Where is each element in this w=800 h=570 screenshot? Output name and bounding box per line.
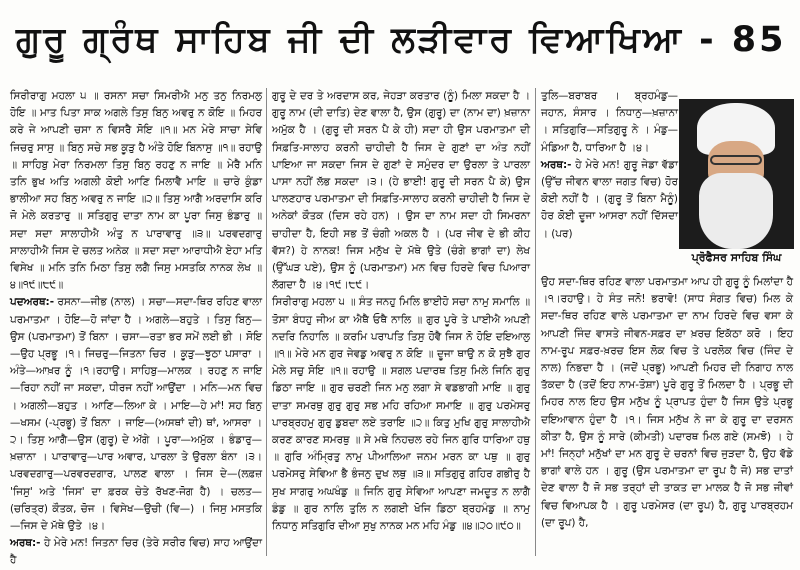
verse-text: ਸਿਰੀਰਾਗੁ ਮਹਲਾ ੫ ॥ ਰਸਨਾ ਸਚਾ ਸਿਮਰੀਐ ਮਨੁ ਤਨੁ ਨਿਰਮਲੁ ਹੋਇ ॥ ਮਾਤ ਪਿਤਾ ਸਾਕ ਅਗਲੇ ਤਿਸੁ ਬਿਨੁ ਅਵਰੁ ਨ ਕੋਇ ॥ ਮਿਹਰ ਕਰੇ ਜੇ ਆਪਣੀ ਚਸਾ ਨ ਵਿਸਰੈ ਸੋਇ ॥੧॥ ਮਨ ਮੇਰੇ ਸਾਚਾ ਸੇਵਿ ਜਿਚਰੁ ਸਾਸੁ ॥ ਬਿਨੁ ਸਚੇ ਸਭ ਕੂੜੁ ਹੈ ਅੰਤੇ ਹੋਇ ਬਿਨਾਸੁ ॥੧॥ ਰਹਾਉ ॥ ਸਾਹਿਬੁ ਮੇਰਾ ਨਿਰਮਲਾ ਤਿਸੁ ਬਿਨੁ ਰਹਣੁ ਨ ਜਾਇ ॥ ਮੇਰੈ ਮਨਿ ਤਨਿ ਭੁਖ ਅਤਿ ਅਗਲੀ ਕੋਈ ਆਣਿ ਮਿਲਾਵੈ ਮਾਇ ॥ ਚਾਰੇ ਕੁੰਡਾ ਭਾਲੀਆ ਸਹ ਬਿਨੁ ਅਵਰੁ ਨ ਜਾਇ ॥੨॥ ਤਿਸੁ ਆਗੈ ਅਰਦਾਸਿ ਕਰਿ ਜੋ ਮੇਲੇ ਕਰਤਾਰੁ ॥ ਸਤਿਗੁਰੁ ਦਾਤਾ ਨਾਮ ਕਾ ਪੂਰਾ ਜਿਸੁ ਭੰਡਾਰੁ ॥ ਸਦਾ ਸਦਾ ਸਾਲਾਹੀਐ ਅੰਤੁ ਨ ਪਾਰਾਵਾਰੁ ॥੩॥ ਪਰਵਦਗਾਰੁ ਸਾਲਾਹੀਐ ਜਿਸ ਦੇ ਚਲਤ ਅਨੇਕ ॥ ਸਦਾ ਸਦਾ ਆਰਾਧੀਐ ਏਹਾ ਮਤਿ ਵਿਸੇਖ ॥ ਮਨਿ ਤਨਿ ਮਿਠਾ ਤਿਸੁ ਲਗੈ ਜਿਸੁ ਮਸਤਕਿ ਨਾਨਕ ਲੇਖ ॥੪॥੧੯॥੮੯॥	[10, 90, 262, 292]
column-divider	[535, 88, 536, 556]
arth-label: ਅਰਥ:-	[10, 537, 41, 550]
arth-label-c3: ਅਰਥ:-	[541, 158, 572, 171]
body-text-c3: ਉਹ ਸਦਾ-ਥਿਰ ਰਹਿਣ ਵਾਲਾ ਪਰਮਾਤਮਾ ਆਪ ਹੀ ਗੁਰੂ ਨੂੰ ਮਿਲਾਂਦਾ ਹੈ ।੧।ਰਹਾਉ। ਹੇ ਸੰਤ ਜਨੋ! ਭਰਾਵੋ! (ਸਾਧ ਸੰਗਤ ਵਿਚ) ਮਿਲ ਕੇ ਸਦਾ-ਥਿਰ ਰਹਿਣ ਵਾਲੇ ਪਰਮਾਤਮਾ ਦਾ ਨਾਮ ਹਿਰਦੇ ਵਿਚ ਵਸਾ ਕੇ ਆਪਣੀ ਜਿੰਦ ਵਾਸਤੇ ਜੀਵਨ-ਸਫ਼ਰ ਦਾ ਖ਼ਰਚ ਇਕੱਠਾ ਕਰੋ । ਇਹ ਨਾਮ-ਰੂਪ ਸਫ਼ਰ-ਖ਼ਰਚ ਇਸ ਲੋਕ ਵਿਚ ਤੇ ਪਰਲੋਕ ਵਿਚ (ਜਿੰਦ ਦੇ ਨਾਲ) ਨਿਭਦਾ ਹੈ । (ਜਦੋਂ ਪ੍ਰਭੂ) ਆਪਣੀ ਮਿਹਰ ਦੀ ਨਿਗਾਹ ਨਾਲ ਤੱਕਦਾ ਹੈ (ਤਦੋਂ ਇਹ ਨਾਮ-ਤੋਸ਼ਾ) ਪੂਰੇ ਗੁਰੂ ਤੋਂ ਮਿਲਦਾ ਹੈ । ਪ੍ਰਭੂ ਦੀ ਮਿਹਰ ਨਾਲ ਇਹ ਉਸ ਮਨੁੱਖ ਨੂੰ ਪ੍ਰਾਪਤ ਹੁੰਦਾ ਹੈ ਜਿਸ ਉਤੇ ਪ੍ਰਭੂ ਦਇਆਵਾਨ ਹੁੰਦਾ ਹੈ ।੧। ਜਿਸ ਮਨੁੱਖ ਨੇ ਜਾ ਕੇ ਗੁਰੂ ਦਾ ਦਰਸਨ ਕੀਤਾ ਹੈ, ਉਸ ਨੂੰ ਸਾਰੇ (ਕੀਮਤੀ) ਪਦਾਰਥ ਮਿਲ ਗਏ (ਸਮਝੋ) । ਹੇ ਮਾਂ! ਜਿਨ੍ਹਾਂ ਮਨੁੱਖਾਂ ਦਾ ਮਨ ਗੁਰੂ ਦੇ ਚਰਨਾਂ ਵਿਚ ਜੁੜਦਾ ਹੈ, ਉਹ ਵੱਡੇ ਭਾਗਾਂ ਵਾਲੇ ਹਨ । ਗੁਰੂ (ਉਸ ਪਰਮਾਤਮਾ ਦਾ ਰੂਪ ਹੈ ਜੋ) ਸਭ ਦਾਤਾਂ ਦੇਣ ਵਾਲਾ ਹੈ ਜੋ ਸਭ ਤਰ੍ਹਾਂ ਦੀ ਤਾਕਤ ਦਾ ਮਾਲਕ ਹੈ ਜੋ ਸਭ ਜੀਵਾਂ ਵਿਚ ਵਿਆਪਕ ਹੈ । ਗੁਰੂ ਪਰਮੇਸਰ (ਦਾ ਰੂਪ) ਹੈ, ਗੁਰੂ ਪਾਰਬ੍ਰਹਮ (ਦਾ ਰੂਪ) ਹੈ,	[541, 276, 793, 529]
meanings-label: ਪਦਅਰਥ:-	[10, 296, 55, 309]
column-2	[272, 88, 530, 558]
meanings-text: ਰਸਨਾ—ਜੀਭ (ਨਾਲ) । ਸਚਾ—ਸਦਾ-ਥਿਰ ਰਹਿਣ ਵਾਲਾ ਪਰਮਾਤਮਾ । ਹੋਇ—ਹੋ ਜਾਂਦਾ ਹੈ । ਅਗਲੇ—ਬਹੁਤੇ । ਤਿਸੁ ਬਿਨੁ—ਉਸ (ਪਰਮਾਤਮਾ) ਤੋਂ ਬਿਨਾ । ਚਸਾ—ਰਤਾ ਭਰ ਸਮੇਂ ਲਈ ਭੀ । ਸੋਇ—ਉਹ ਪ੍ਰਭੂ ।੧। ਜਿਚਰੁ—ਜਿਤਨਾ ਚਿਰ । ਕੂੜੁ—ਝੂਠਾ ਪਸਾਰਾ । ਅੰਤੇ—ਆਖ਼ਰ ਨੂੰ ।੧।ਰਹਾਉ। ਸਾਹਿਬੁ—ਮਾਲਕ । ਰਹਣੁ ਨ ਜਾਇ—ਰਿਹਾ ਨਹੀਂ ਜਾ ਸਕਦਾ, ਧੀਰਜ ਨਹੀਂ ਆਉਂਦਾ । ਮਨਿ—ਮਨ ਵਿਚ । ਅਗਲੀ—ਬਹੁਤ । ਆਣਿ—ਲਿਆ ਕੇ । ਮਾਇ—ਹੇ ਮਾਂ! ਸਹ ਬਿਨੁ—ਖਸਮ (-ਪ੍ਰਭੂ) ਤੋਂ ਬਿਨਾ । ਜਾਇ—(ਅਸਥਾਂ ਦੀ) ਥਾਂ, ਆਸਰਾ ।੨। ਤਿਸੁ ਆਗੈ—ਉਸ (ਗੁਰੂ) ਦੇ ਅੱਗੇ । ਪੂਰਾ—ਅਮੁੱਕ । ਭੰਡਾਰੁ—ਖ਼ਜ਼ਾਨਾ । ਪਾਰਾਵਾਰੁ—ਪਾਰ ਅਵਾਰ, ਪਾਰਲਾ ਤੇ ਉਰਲਾ ਬੰਨਾ ।੩। ਪਰਵਦਗਾਰੁ—ਪਰਵਰਦਗਾਰ, ਪਾਲਣ ਵਾਲਾ । ਜਿਸ ਦੇ—(ਲਫ਼ਜ਼ 'ਜਿਸੁ' ਅਤੇ 'ਜਿਸ' ਦਾ ਫ਼ਰਕ ਚੇਤੇ ਰੱਖਣ-ਜੋਗ ਹੈ) । ਚਲਤ—(ਚਰਿਤ੍ਰ) ਕੌਤਕ, ਚੋਜ । ਵਿਸੇਖ—ਉਚੀ (ਵਿ—) । ਜਿਸੁ ਮਸਤਕਿ—ਜਿਸ ਦੇ ਮੱਥੇ ਉਤੇ ।੪।	[10, 296, 262, 533]
column-1	[10, 88, 262, 567]
column-3-top	[541, 88, 678, 274]
author-caption: ਪ੍ਰੋਫੈਸਰ ਸਾਹਿਬ ਸਿੰਘ	[691, 251, 782, 264]
arth-text-c3: ਹੇ ਮੇਰੇ ਮਨ! ਗੁਰੂ ਜੇਡਾ ਵੱਡਾ (ਉੱਚ ਜੀਵਨ ਵਾਲਾ ਜਗਤ ਵਿਚ) ਹੋਰ ਕੋਈ ਨਹੀਂ ਹੈ । (ਗੁਰੂ ਤੋਂ ਬਿਨਾ ਮੈਨੂੰ) ਹੋਰ ਕੋਈ ਦੂਜਾ ਆਸਰਾ ਨਹੀਂ ਦਿੱਸਦਾ । (ਪਰ)	[541, 158, 678, 240]
column-3-body	[541, 274, 793, 558]
author-photo	[679, 99, 794, 249]
arth-paragraph	[10, 535, 262, 569]
page-title: ਗੁਰੂ ਗ੍ਰੰਥ ਸਾਹਿਬ ਜੀ ਦੀ ਲੜੀਵਾਰ ਵਿਆਖਿਆ - 85	[16, 20, 787, 60]
arth-paragraph-c3	[541, 157, 678, 243]
meanings-paragraph	[10, 294, 262, 535]
verse-text-b: ਸਿਰੀਰਾਗੁ ਮਹਲਾ ੫ ॥ ਸੰਤ ਜਨਹੁ ਮਿਲਿ ਭਾਈਹੋ ਸਚਾ ਨਾਮੁ ਸਮਾਲਿ ॥ ਤੋਸਾ ਬੰਧਹੁ ਜੀਅ ਕਾ ਐਥੈ ਓਥੈ ਨਾਲਿ ॥ ਗੁਰ ਪੂਰੇ ਤੇ ਪਾਈਐ ਅਪਣੀ ਨਦਰਿ ਨਿਹਾਲਿ ॥ ਕਰਮਿ ਪਰਾਪਤਿ ਤਿਸੁ ਹੋਵੈ ਜਿਸ ਨੋ ਹੋਇ ਦਇਆਲੁ ॥੧॥ ਮੇਰੇ ਮਨ ਗੁਰ ਜੇਵਡੁ ਅਵਰੁ ਨ ਕੋਇ ॥ ਦੂਜਾ ਥਾਉ ਨ ਕੋ ਸੁਝੈ ਗੁਰ ਮੇਲੇ ਸਚੁ ਸੋਇ ॥੧॥ ਰਹਾਉ ॥ ਸਗਲ ਪਦਾਰਥ ਤਿਸੁ ਮਿਲੇ ਜਿਨਿ ਗੁਰੁ ਡਿਠਾ ਜਾਇ ॥ ਗੁਰ ਚਰਣੀ ਜਿਨ ਮਨੁ ਲਗਾ ਸੇ ਵਡਭਾਗੀ ਮਾਇ ॥ ਗੁਰੁ ਦਾਤਾ ਸਮਰਥੁ ਗੁਰੁ ਗੁਰੁ ਸਭ ਮਹਿ ਰਹਿਆ ਸਮਾਇ ॥ ਗੁਰੁ ਪਰਮੇਸਰੁ ਪਾਰਬ੍ਰਹਮੁ ਗੁਰੁ ਡੁਬਦਾ ਲਏ ਤਰਾਇ ॥੨॥ ਕਿਤੁ ਮੁਖਿ ਗੁਰੁ ਸਾਲਾਹੀਐ ਕਰਣ ਕਾਰਣ ਸਮਰਥੁ ॥ ਸੇ ਮਥੇ ਨਿਹਚਲ ਰਹੇ ਜਿਨ ਗੁਰਿ ਧਾਰਿਆ ਹਥੁ ॥ ਗੁਰਿ ਅੰਮ੍ਰਿਤੁ ਨਾਮੁ ਪੀਆਲਿਆ ਜਨਮ ਮਰਨ ਕਾ ਪਥੁ ॥ ਗੁਰੁ ਪਰਮੇਸਰੁ ਸੇਵਿਆ ਭੈ ਭੰਜਨੁ ਦੁਖ ਲਥੁ ॥੩॥ ਸਤਿਗੁਰੁ ਗਹਿਰ ਗਭੀਰੁ ਹੈ ਸੁਖ ਸਾਗਰੁ ਅਘਖੰਡੁ ॥ ਜਿਨਿ ਗੁਰੁ ਸੇਵਿਆ ਆਪਣਾ ਜਮਦੂਤ ਨ ਲਾਗੈ ਡੰਡੁ ॥ ਗੁਰ ਨਾਲਿ ਤੁਲਿ ਨ ਲਗਈ ਖੋਜਿ ਡਿਠਾ ਬ੍ਰਹਮੰਡੁ ॥ ਨਾਮੁ ਨਿਧਾਨੁ ਸਤਿਗੁਰਿ ਦੀਆ ਸੁਖੁ ਨਾਨਕ ਮਨ ਮਹਿ ਮੰਡੁ ॥੪॥੨੦॥੯੦॥	[272, 296, 530, 533]
meanings-text-c3: ਤੁਲਿ—ਬਰਾਬਰ । ਬ੍ਰਹਮੰਡੁ—ਜਹਾਨ, ਸੰਸਾਰ । ਨਿਧਾਨੁ—ਖ਼ਜ਼ਾਨਾ । ਸਤਿਗੁਰਿ—ਸਤਿਗੁਰੂ ਨੇ । ਮੰਡੁ—ਮੰਡਿਆ ਹੈ, ਧਾਰਿਆ ਹੈ ।੪।	[541, 90, 678, 154]
meaning-text-a: ਗੁਰੂ ਦੇ ਦਰ ਤੇ ਅਰਦਾਸ ਕਰ, ਜੇਹੜਾ ਕਰਤਾਰ (ਨੂੰ) ਮਿਲਾ ਸਕਦਾ ਹੈ । ਗੁਰੂ ਨਾਮ (ਦੀ ਦਾਤਿ) ਦੇਣ ਵਾਲਾ ਹੈ, ਉਸ (ਗੁਰੂ) ਦਾ (ਨਾਮ ਦਾ) ਖ਼ਜ਼ਾਨਾ ਅਮੁੱਕ ਹੈ । (ਗੁਰੂ ਦੀ ਸਰਨ ਪੈ ਕੇ ਹੀ) ਸਦਾ ਹੀ ਉਸ ਪਰਮਾਤਮਾ ਦੀ ਸਿਫ਼ਤਿ-ਸਾਲਾਹ ਕਰਨੀ ਚਾਹੀਦੀ ਹੈ ਜਿਸ ਦੇ ਗੁਣਾਂ ਦਾ ਅੰਤ ਨਹੀਂ ਪਾਇਆ ਜਾ ਸਕਦਾ ਜਿਸ ਦੇ ਗੁਣਾਂ ਦੇ ਸਮੁੰਦਰ ਦਾ ਉਰਲਾ ਤੇ ਪਾਰਲਾ ਪਾਸਾ ਨਹੀਂ ਲੱਭ ਸਕਦਾ ।੩। (ਹੇ ਭਾਈ! ਗੁਰੂ ਦੀ ਸਰਨ ਪੈ ਕੇ) ਉਸ ਪਾਲਣਹਾਰ ਪਰਮਾਤਮਾ ਦੀ ਸਿਫ਼ਤਿ-ਸਾਲਾਹ ਕਰਨੀ ਚਾਹੀਦੀ ਹੈ ਜਿਸ ਦੇ ਅਨੇਕਾਂ ਕੌਤਕ (ਦਿਸ ਰਹੇ ਹਨ) । ਉਸ ਦਾ ਨਾਮ ਸਦਾ ਹੀ ਸਿਮਰਨਾ ਚਾਹੀਦਾ ਹੈ, ਇਹੀ ਸਭ ਤੋਂ ਚੰਗੀ ਅਕਲ ਹੈ । (ਪਰ ਜੀਵ ਦੇ ਭੀ ਕੀਹ ਵੱਸ?) ਹੇ ਨਾਨਕ! ਜਿਸ ਮਨੁੱਖ ਦੇ ਮੱਥੇ ਉਤੇ (ਚੰਗੇ ਭਾਗਾਂ ਦਾ) ਲੇਖ (ਉੱਘੜ ਪਏ), ਉਸ ਨੂੰ (ਪਰਮਾਤਮਾ) ਮਨ ਵਿਚ ਹਿਰਦੇ ਵਿਚ ਪਿਆਰਾ ਲੱਗਦਾ ਹੈ ।੪।੧੯।੮੯।	[272, 90, 530, 292]
column-divider	[266, 88, 267, 556]
arth-text: ਹੇ ਮੇਰੇ ਮਨ! ਜਿਤਨਾ ਚਿਰ (ਤੇਰੇ ਸਰੀਰ ਵਿਚ) ਸਾਹ ਆਉਂਦਾ ਹੈ	[10, 537, 262, 567]
